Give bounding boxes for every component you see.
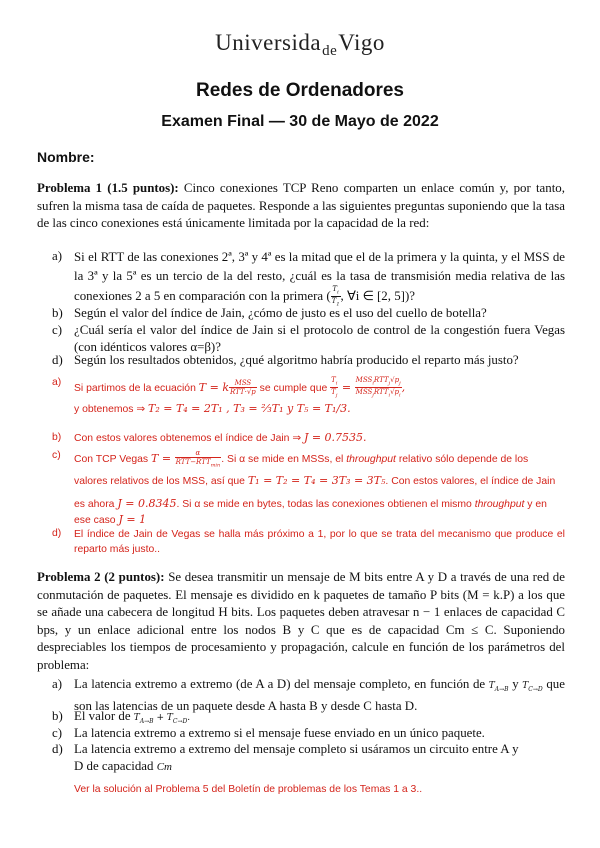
exam-subtitle: Examen Final — 30 de Mayo de 2022 [161,113,439,130]
problem1-statement [37,180,565,233]
question-label: a) [52,249,63,263]
logo-text-de: de [322,43,338,59]
solution-c-line4 [74,513,565,528]
ratio-fraction: $\frac{T_i}{T_1}$ [331,285,340,308]
latency-cd-symbol: $T_{C\to D}$ [522,681,543,693]
question-label: b) [52,709,63,723]
solution-c-equation: T₁ = T₂ = T₄ = 3T₃ = 3T₅ [247,474,386,487]
question-a-line1: La latencia extremo a extremo (de A a D) del mensaje completo, en función de [74,677,486,691]
question-a-text: Si el RTT de las conexiones 2ª, 3ª y 4ª es la mitad que el de la primera y la quinta, y el MSS de la 3ª y la 5ª es un tercio de la del resto, ¿cuál es la tasa de transmisión media relativa de las conexiones 2 a 5 en comparación con la primera ( [74,250,565,303]
problem2-statement [37,569,565,674]
solution-c-line1 [74,449,565,469]
solution-a-obtain: y obtenemos ⇒ [74,404,146,415]
problem1-heading: Problema 1 (1.5 puntos): [37,181,179,195]
solution-label: b) [52,432,62,443]
logo-text-main: Universida [215,30,322,55]
solution-c-line3 [74,497,565,512]
jain-index-bytes: J = 1 [118,513,147,526]
solution-a-line1 [74,376,565,400]
question-d-cm: Cm [156,761,172,773]
jain-index-reno: J = 0.7535. [303,431,367,444]
formula-vegas: T = $\frac{\alpha}{RTT-RTT_{min}}$ [151,449,221,469]
problem2-text: Se desea transmitir un mensaje de M bits entre A y D a través de una red de conmutación de paquetes. El mensaje es dividido en k paquetes de tamaño P bits (M = k.P) a los que se añade una cabecera de longitud H bits. Los paquetes deben atravesar n − 1 enlaces de capacidad C bps, y un enlace adicional entre los nodos B y C que es de capacidad Cm ≤ C. Suponiendo despreciables los tiempos de procesamiento y propagación, calcule en función de los parámetros del problema: [37,570,565,672]
solution-c-now: es ahora [74,499,115,510]
question-label: c) [52,726,63,740]
solution-c-mss: . Si α se mide en MSSs, el [221,454,344,466]
solution-d-text: El índice de Jain de Vegas se halla más próximo a 1, por lo que se trata del mecanismo que produce el reparto más justo.. [74,529,565,555]
question-d-line1: La latencia extremo a extremo del mensaje completo si usáramos un circuito entre A y [74,742,519,756]
solution-c-jain: . Con estos valores, el índice de Jain [385,476,556,487]
solution-c-bytes: . Si α se mide en bytes, todas las conexiones obtienen el mismo [176,499,472,510]
question-d-line2: D de capacidad [74,759,154,773]
name-label: Nombre: [37,149,95,165]
solution-a-intro: Si partimos de la ecuación [74,382,196,394]
solution-c-throughput-2: throughput [474,499,525,510]
question-text [74,741,565,776]
question-text [74,248,565,309]
university-logo [0,30,600,59]
solution-b-sentence: Con estos valores obtenemos el índice de Jain ⇒ [74,433,302,444]
question-text: Según los resultados obtenidos, ¿qué algoritmo habría producido el reparto más justo? [74,353,519,367]
question-label: a) [52,677,63,691]
question-a-tail: , ∀i ∈ [2, 5])? [340,288,415,303]
problem1-text: Cinco conexiones TCP Reno comparten un enlace común y, por tanto, sufren la misma tasa de caída de paquetes. Responde a las siguientes preguntas suponiendo que la tasa de las cinco conexiones está únicamente limitada por la capacidad de la red: [37,181,565,230]
solution-c-relative: relativo sólo depende de los [398,454,529,466]
solution-label: d) [52,528,62,539]
question-text: La latencia extremo a extremo (de A a D) del mensaje completo, en función de $T_{A\to B}$ y $T_{C\to D}$ que son las latencias de un paquete desde A hasta B y desde C hasta D. [74,677,565,713]
question-label: c) [52,323,63,337]
solution-b-text [74,431,565,446]
solution-c-and-in: y en [527,499,547,510]
solution-a-line2 [74,402,565,417]
question-text: La latencia extremo a extremo si el mensaje fuese enviado en un único paquete. [74,726,485,740]
solution1-a [0,376,600,436]
problem2-heading: Problema 2 (2 puntos): [37,570,165,584]
formula-throughput: T = k $\frac{\text{MSS}}{\text{RTT·√p}}$ [198,379,256,397]
question-a-line2: que son las latencias de un paquete desde A hasta B y desde C hasta D. [74,677,565,713]
solution-a-equation: T₂ = T₄ = 2T₁ , T₃ = ⅔T₁ y T₅ = T₁/3. [147,402,351,415]
question-label: b) [52,306,63,320]
solution-c-case: ese caso [74,515,116,526]
solution-c-throughput: throughput [346,454,396,466]
page-title: Redes de Ordenadores [195,80,405,101]
question-text: Según el valor del índice de Jain, ¿cómo de justo es el uso del cuello de botella? [74,306,487,320]
solution-label: c) [52,450,61,461]
question-label: d) [52,353,63,367]
solution1-c [0,449,600,529]
latency-sum-symbol: $T_{A\to B} + T_{C\to D}$. [133,713,191,725]
solution-c-values: valores relativos de los MSS, así que [74,476,245,487]
solution2-note: Ver la solución al Problema 5 del Boletín de problemas de los Temas 1 a 3.. [74,784,423,795]
question-label: d) [52,742,63,756]
question-text: ¿Cuál sería el valor del índice de Jain si el protocolo de control de la congestión fuera Vegas (con idénticos valores α=β)? [74,323,565,354]
latency-ab-symbol: $T_{A\to B}$ [488,681,509,693]
formula-ratio: $\frac{T_i}{T_j}$ = $\frac{MSS_iRTT_j√p_j}{MSS_jRTT_i√p_i}$ , [331,376,406,399]
solution-a-mid: se cumple que [259,382,328,394]
solution-c-intro: Con TCP Vegas [74,454,149,466]
solution-c-line2 [74,474,565,489]
solution-label: a) [52,377,62,388]
jain-index-vegas: J = 0.8345 [117,497,177,510]
question-b-text: El valor de [74,709,131,723]
logo-text-end: Vigo [338,30,385,55]
